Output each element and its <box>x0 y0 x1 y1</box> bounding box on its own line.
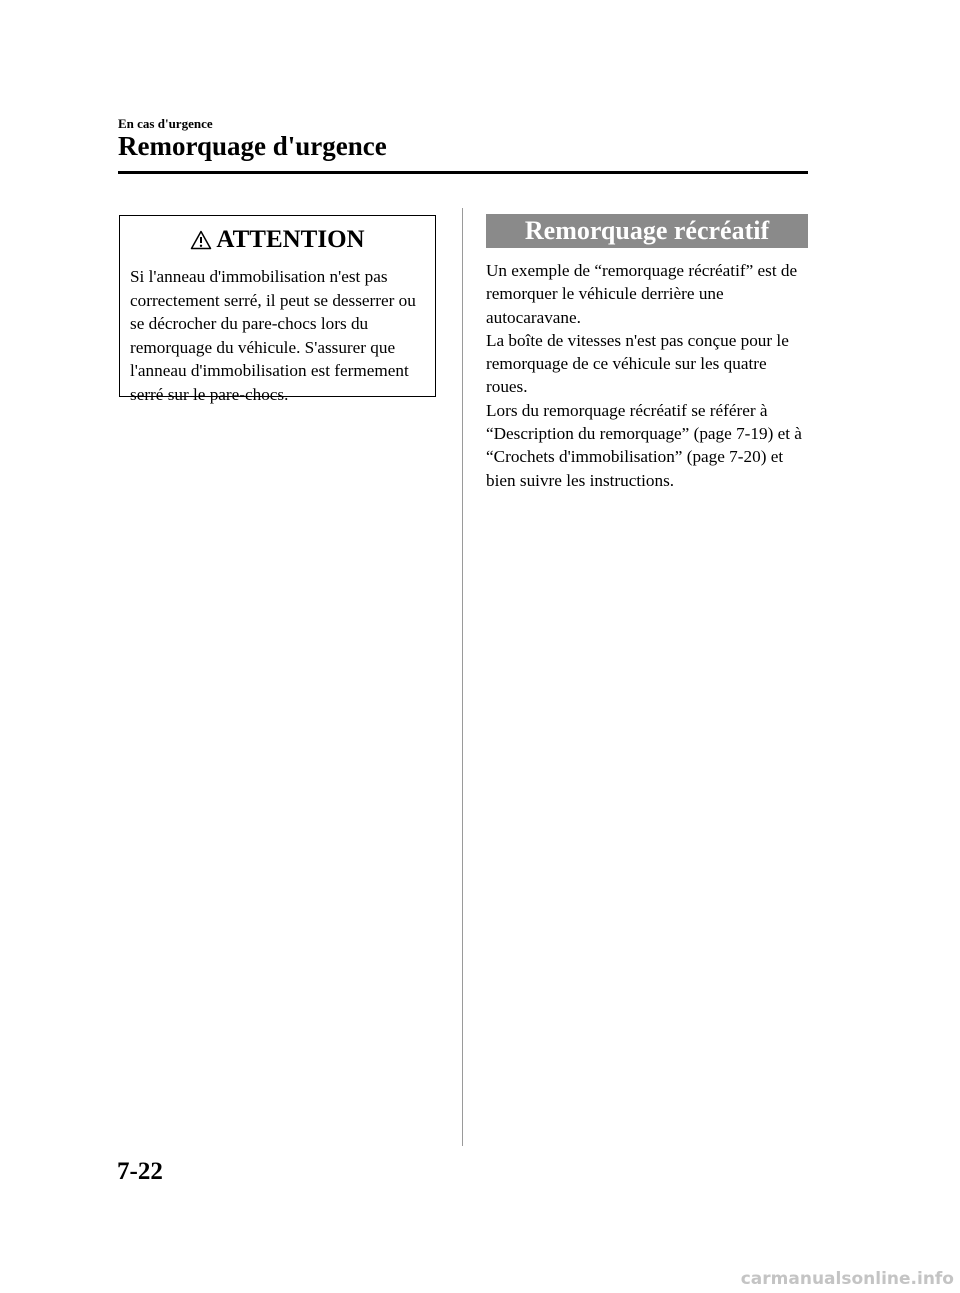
warning-triangle-icon <box>190 230 212 250</box>
page-title: Remorquage d'urgence <box>118 131 387 161</box>
chapter-label: En cas d'urgence <box>118 116 213 131</box>
section-heading: Remorquage récréatif <box>486 214 808 248</box>
attention-body: Si l'anneau d'immobilisation n'est pas correctement serré, il peut se desserrer ou se décrocher du pare-chocs lors du remorquage du véhicule. S'assurer que l'anneau d'immobilisation est fermement serré sur le pare-chocs. <box>130 267 416 404</box>
attention-heading-text: ATTENTION <box>216 226 365 253</box>
title-rule <box>118 171 808 174</box>
section-paragraph: Un exemple de “remorquage récréatif” est de remorquer le véhicule derrière une autocaravane. <box>486 261 798 327</box>
column-divider <box>462 208 463 1146</box>
attention-box <box>119 215 436 404</box>
section-paragraph: Lors du remorquage récréatif se référer à “Description du remorquage” (page 7-19) et à “Crochets d'immobilisation” (page 7-20) et bien suivre les instructions. <box>486 400 802 490</box>
page-number: 7-22 <box>117 1158 163 1185</box>
section-body <box>486 259 811 492</box>
section-paragraph: La boîte de vitesses n'est pas conçue pour le remorquage de ce véhicule sur les quatre roues. <box>486 330 789 397</box>
watermark-link[interactable]: carmanualsonline.info <box>740 1269 954 1289</box>
attention-heading <box>120 226 435 254</box>
